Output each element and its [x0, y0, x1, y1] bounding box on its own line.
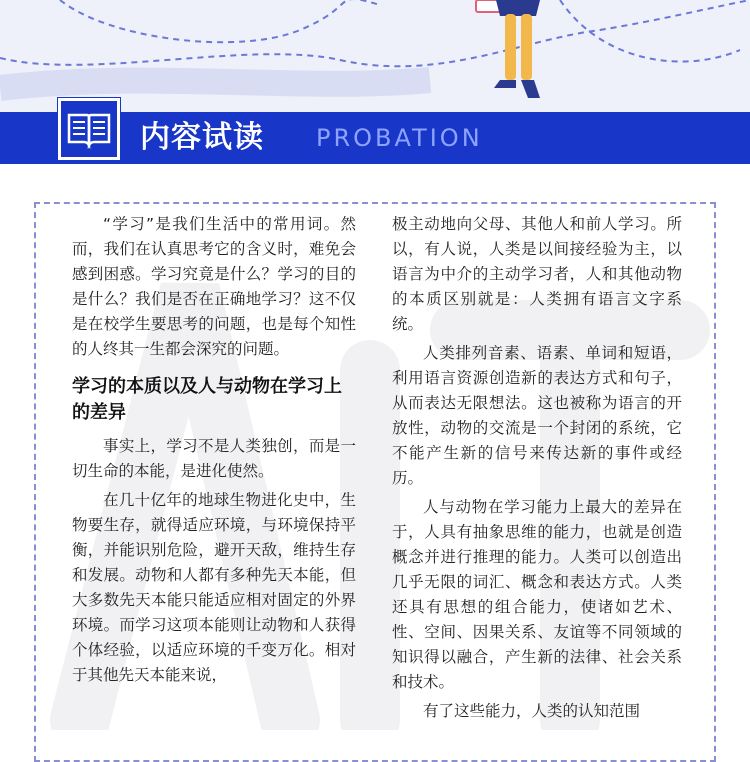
- paragraph: 人与动物在学习能力上最大的差异在于，人具有抽象思维的能力，也就是创造概念并进行推理的能力。人类可以创造出几乎无限的词汇、概念和表达方式。人类还具有思想的组合能力，使诸如艺术、性、空间、因果关系、友谊等不同领域的知识得以融合，产生新的法律、社会关系和技术。: [392, 498, 682, 691]
- paragraph: 在几十亿年的地球生物进化史中，生物要生存，就得适应环境，与环境保持平衡，并能识别危险，避开天敌，维持生存和发展。动物和人都有多种先天本能，但大多数先天本能只能适应相对固定的外界环境。而学习这项本能则让动物和人获得个体经验，以适应环境的千变万化。相对于其他先天本能来说，: [72, 491, 356, 684]
- section-icon-box: [58, 98, 120, 160]
- open-book-icon: [67, 111, 111, 149]
- left-text-column: [72, 212, 356, 688]
- decorative-banner: [0, 0, 750, 112]
- section-title: 内容试读: [140, 120, 264, 155]
- paragraph: “学习”是我们生活中的常用词。然而，我们在认真思考它的含义时，难免会感到困惑。学习究竟是什么？学习的目的是什么？我们是否在正确地学习？这不仅是在校学生要思考的问题，也是每个知性的人终其一生都会深究的问题。: [72, 215, 356, 358]
- person-illustration: [476, 0, 540, 98]
- paragraph: 极主动地向父母、其他人和前人学习。所以，有人说，人类是以间接经验为主，以语言为中介的主动学习者，人和其他动物的本质区别就是：人类拥有语言文字系统。: [392, 215, 682, 333]
- section-heading: 学习的本质以及人与动物在学习上的差异: [72, 376, 342, 423]
- section-subtitle: PROBATION: [316, 124, 483, 152]
- paragraph: 事实上，学习不是人类独创，而是一切生命的本能，是进化使然。: [72, 437, 356, 480]
- paragraph: 有了这些能力，人类的认知范围: [423, 702, 641, 720]
- right-text-column: [392, 212, 682, 724]
- banner-illustration: [0, 0, 750, 112]
- paragraph: 人类排列音素、语素、单词和短语，利用语言资源创造新的表达方式和句子，从而表达无限想法。这也被称为语言的开放性，动物的交流是一个封闭的系统，它不能产生新的信号来传达新的事件或经历。: [392, 344, 682, 487]
